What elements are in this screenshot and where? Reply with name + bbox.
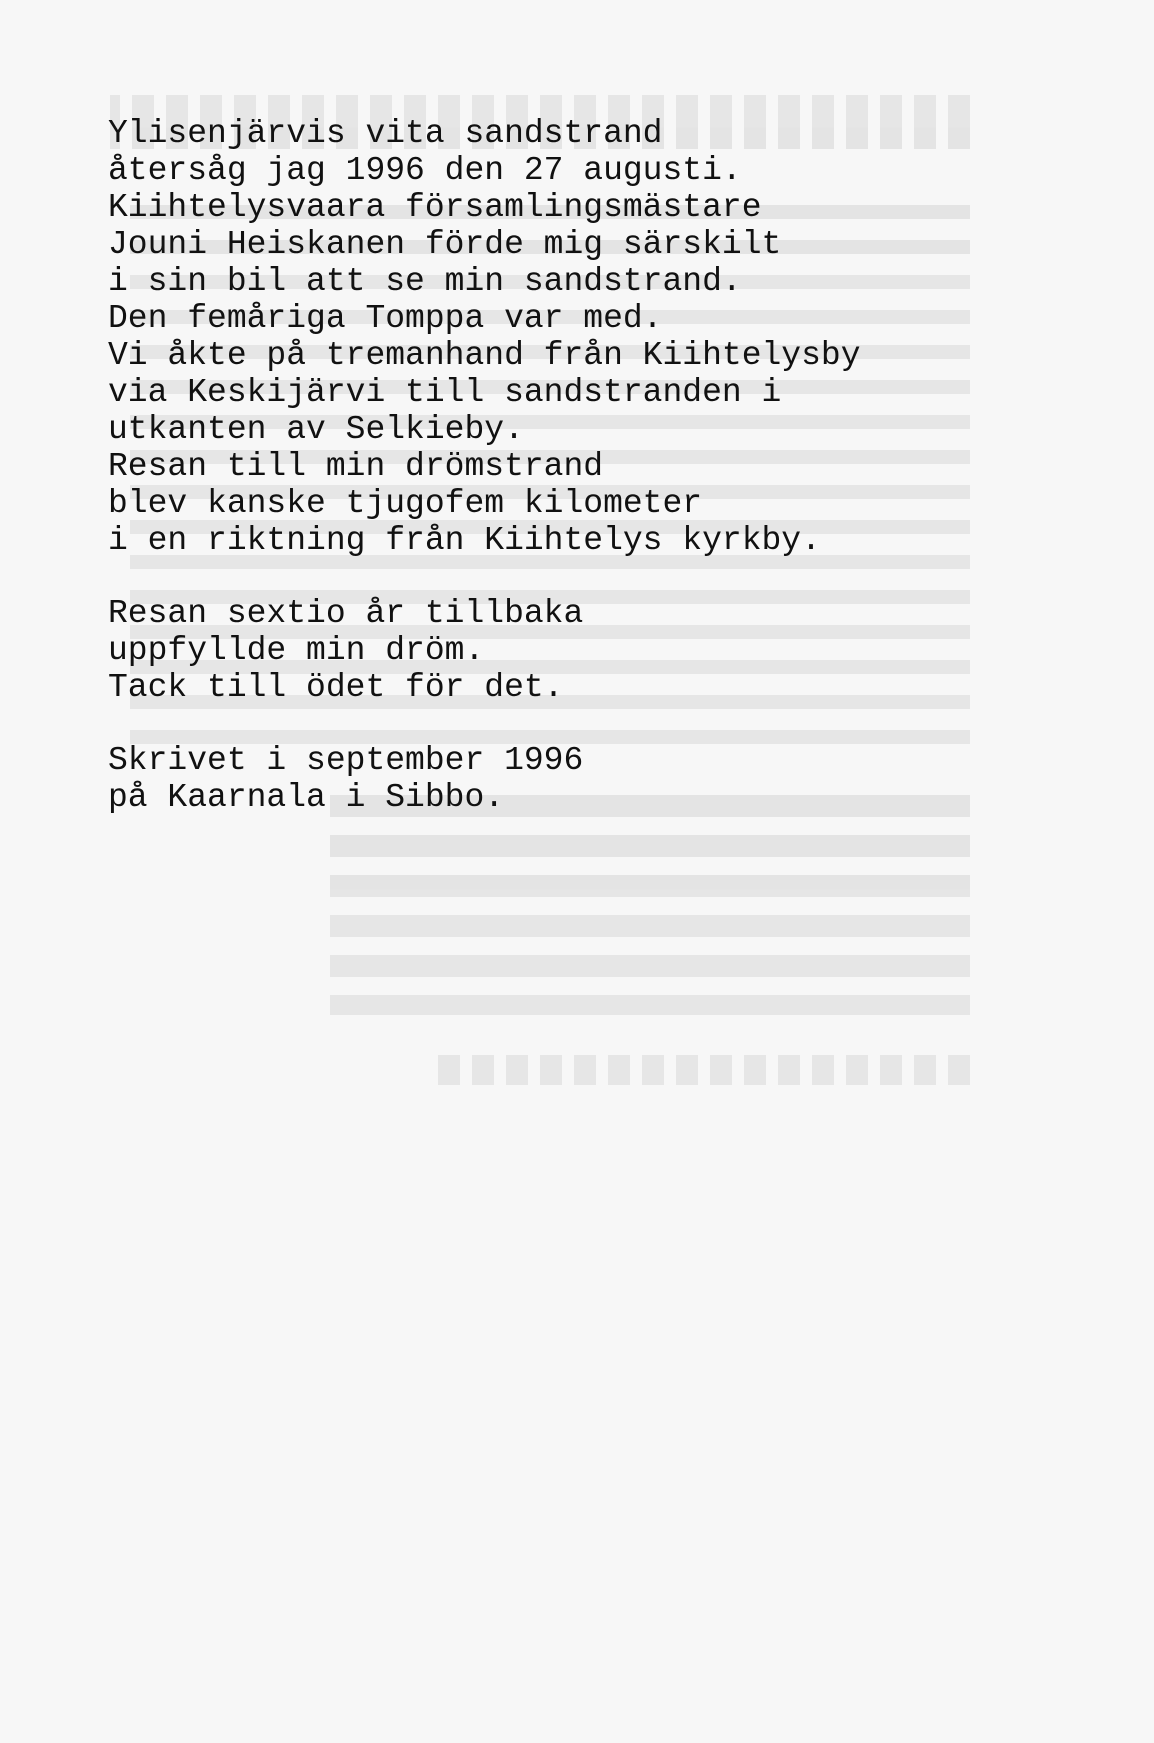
text-line: Ylisenjärvis vita sandstrand [108,115,663,152]
text-line: i en riktning från Kiihtelys kyrkby. [108,522,821,559]
text-line: Jouni Heiskanen förde mig särskilt [108,226,782,263]
poem-text [108,115,1088,852]
text-line: utkanten av Selkieby. [108,411,524,448]
text-line: Kiihtelysvaara församlingsmästare [108,189,762,226]
stanza-2 [108,595,1088,706]
text-line: blev kanske tjugofem kilometer [108,485,703,522]
text-line: Resan sextio år tillbaka [108,595,584,632]
text-line: på Kaarnala i Sibbo. [108,779,505,816]
text-line: i sin bil att se min sandstrand. [108,263,742,300]
text-line: Tack till ödet för det. [108,669,564,706]
text-line: Vi åkte på tremanhand från Kiihtelysby [108,337,861,374]
stanza-3 [108,742,1088,816]
bleed-signature-mark [430,1055,970,1085]
text-line: Skrivet i september 1996 [108,742,584,779]
text-line: återsåg jag 1996 den 27 augusti. [108,152,742,189]
text-line: Resan till min drömstrand [108,448,604,485]
stanza-1 [108,115,1088,559]
text-line: Den femåriga Tomppa var med. [108,300,663,337]
text-line: via Keskijärvi till sandstranden i [108,374,782,411]
text-line: uppfyllde min dröm. [108,632,485,669]
